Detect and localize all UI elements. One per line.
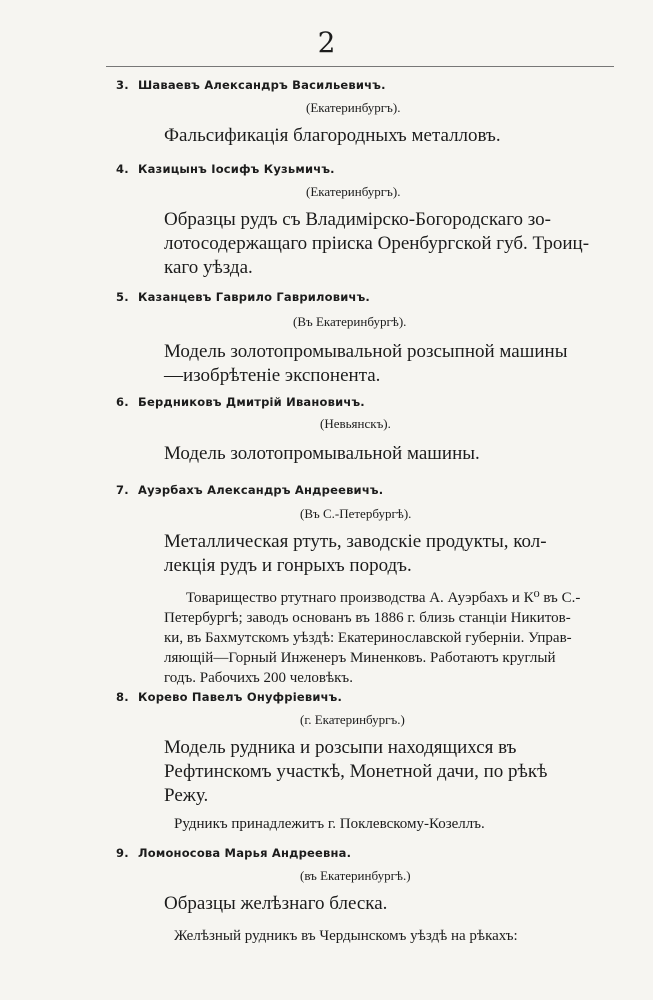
entry-5-heading xyxy=(116,290,370,304)
entry-5-place: (Въ Екатеринбургѣ). xyxy=(293,314,407,329)
entry-4-place: (Екатеринбургъ). xyxy=(306,184,401,199)
exhibit-line: Модель золотопромывальной розсыпной машины xyxy=(164,341,568,362)
entry-number: 8. xyxy=(116,690,129,704)
entry-6-place: (Невьянскъ). xyxy=(320,416,391,431)
note-line: Рудникъ принадлежитъ г. Поклевскому-Козеллъ. xyxy=(174,816,485,832)
exhibitor-name: Бердниковъ Дмитрій Ивановичъ. xyxy=(138,395,365,409)
entry-number: 5. xyxy=(116,290,129,304)
exhibit-line: Фальсификація благородныхъ металловъ. xyxy=(164,125,501,146)
entry-3-heading xyxy=(116,78,386,92)
exhibit-line: Металлическая ртуть, заводскіе продукты, кол- xyxy=(164,531,547,552)
entry-7-heading xyxy=(116,483,383,497)
entry-8-heading xyxy=(116,690,342,704)
entry-4-heading xyxy=(116,162,335,176)
entry-number: 3. xyxy=(116,78,129,92)
note-line: Товарищество ртутнаго производства А. Ауэрбахъ и К⁰ въ С.- xyxy=(186,590,581,606)
entry-6-heading xyxy=(116,395,365,409)
exhibitor-name: Казанцевъ Гаврило Гавриловичъ. xyxy=(138,290,370,304)
entry-9-exhibit xyxy=(164,892,614,916)
entry-number: 6. xyxy=(116,395,129,409)
entry-6-exhibit xyxy=(164,442,614,466)
entry-5-exhibit xyxy=(164,340,614,388)
page-number: 2 xyxy=(317,26,336,59)
note-line: Желѣзный рудникъ въ Чердынскомъ уѣздѣ на рѣкахъ: xyxy=(174,928,518,944)
exhibit-line: лекція рудъ и гонрыхъ породъ. xyxy=(164,555,412,576)
exhibit-line: Модель рудника и розсыпи находящихся въ xyxy=(164,737,517,758)
entry-4-exhibit xyxy=(164,208,614,280)
entry-9-place: (въ Екатеринбургѣ.) xyxy=(300,868,411,883)
exhibit-line: —изобрѣтеніе экспонента. xyxy=(164,365,381,386)
entry-7-exhibit xyxy=(164,530,614,578)
exhibit-line: Образцы рудъ съ Владимірско-Богородскаго зо- xyxy=(164,209,552,230)
note-line: Петербургѣ; заводъ основанъ въ 1886 г. близь станціи Никитов- xyxy=(164,610,571,626)
exhibit-line: Режу. xyxy=(164,785,209,806)
entry-9-note xyxy=(164,926,612,946)
note-line: ляющій—Горный Инженеръ Миненковъ. Работаютъ круглый xyxy=(164,650,556,666)
exhibitor-name: Ломоносова Марья Андреевна. xyxy=(138,846,352,860)
note-line: годъ. Рабочихъ 200 человѣкъ. xyxy=(164,670,353,686)
entry-9-heading xyxy=(116,846,351,860)
entry-7-note xyxy=(164,588,612,688)
exhibit-line: лотосодержащаго пріиска Оренбургской губ. Троиц- xyxy=(164,233,590,254)
exhibit-line: каго уѣзда. xyxy=(164,257,253,278)
entry-8-exhibit xyxy=(164,736,614,808)
exhibitor-name: Казицынъ Іосифъ Кузьмичъ. xyxy=(138,162,335,176)
entry-number: 7. xyxy=(116,483,129,497)
entry-8-place: (г. Екатеринбургъ.) xyxy=(300,712,405,727)
entry-3-place: (Екатеринбургъ). xyxy=(306,100,401,115)
exhibitor-name: Корево Павелъ Онуфріевичъ. xyxy=(138,690,343,704)
entry-number: 9. xyxy=(116,846,129,860)
exhibit-line: Рефтинскомъ участкѣ, Монетной дачи, по рѣкѣ xyxy=(164,761,548,782)
exhibit-line: Образцы желѣзнаго блеска. xyxy=(164,893,388,914)
entry-7-place: (Въ С.-Петербургѣ). xyxy=(300,506,412,521)
exhibitor-name: Ауэрбахъ Александръ Андреевичъ. xyxy=(138,483,384,497)
entry-number: 4. xyxy=(116,162,129,176)
exhibitor-name: Шаваевъ Александръ Васильевичъ. xyxy=(138,78,386,92)
exhibit-line: Модель золотопромывальной машины. xyxy=(164,443,480,464)
note-line: ки, въ Бахмутскомъ уѣздѣ: Екатеринославской губерніи. Управ- xyxy=(164,630,572,646)
entry-3-exhibit xyxy=(164,124,614,148)
header-rule xyxy=(106,66,614,67)
entry-8-note xyxy=(164,814,612,834)
